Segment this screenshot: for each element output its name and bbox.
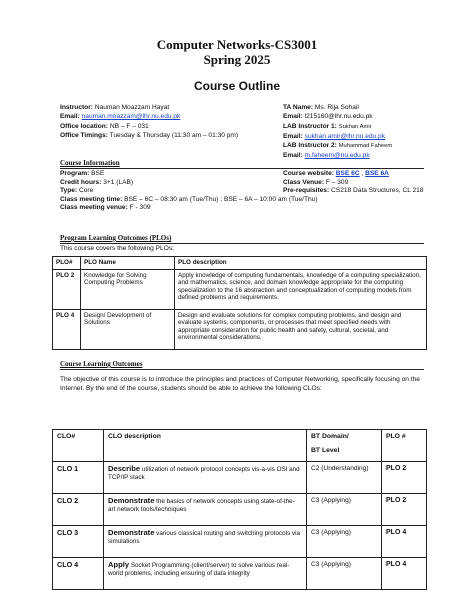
office-timings-label: Office Timings: bbox=[60, 131, 108, 139]
clo-plo: PLO 2 bbox=[382, 494, 427, 526]
website-label: Course website: bbox=[283, 170, 334, 177]
course-information-heading: Course Information bbox=[60, 159, 120, 167]
plo-intro: This course covers the following PLOs: bbox=[60, 245, 174, 252]
plo-name: Design/ Development of Solutions bbox=[81, 309, 175, 349]
meeting-venue-label: Class meeting venue: bbox=[60, 204, 128, 212]
bt-level-header: BT Level bbox=[311, 447, 340, 454]
table-header-cell: PLO# bbox=[53, 257, 81, 270]
clo-description bbox=[104, 494, 307, 526]
lab1-name: Sukhan Amir bbox=[338, 123, 372, 130]
semester-title: Spring 2025 bbox=[203, 52, 271, 67]
program-label: Program: bbox=[60, 170, 90, 177]
instructor-email-link[interactable]: nauman.moazzam@lhr.nu.edu.pk bbox=[81, 113, 181, 121]
plo-description: Apply knowledge of computing fundamentals, knowledge of a computing specialization, and mathematics, science, and domain knowledge appropriate for the computing specialization to the 16 abstraction and conceptualization of computing models from defined problems and requirements. bbox=[175, 269, 427, 309]
clo-text: utilization of network protocol concepts vis-a-vis OSI and TCP/IP stack bbox=[108, 466, 300, 481]
clo-heading: Course Learning Outcomes bbox=[60, 360, 143, 368]
clo-id: CLO 3 bbox=[53, 526, 104, 558]
class-venue-label: Class Venue: bbox=[283, 178, 325, 186]
credit-hours-label: Credit hours: bbox=[60, 178, 102, 186]
prereq-value: CS218 Data Structures, CL 218 bbox=[331, 187, 424, 195]
table-row bbox=[53, 526, 427, 558]
type-value: Core bbox=[78, 187, 94, 195]
clo-verb: Describe bbox=[108, 464, 141, 473]
clo-bt: C3 (Applying) bbox=[307, 558, 382, 590]
course-info-right bbox=[283, 170, 424, 196]
table-row bbox=[53, 494, 427, 526]
instructor-label: Instructor: bbox=[60, 104, 93, 111]
document-title: Course Outline bbox=[193, 79, 280, 93]
clo-rule bbox=[60, 369, 424, 370]
table-header-cell: PLO Name bbox=[81, 257, 175, 270]
clo-plo: PLO 4 bbox=[382, 526, 427, 558]
clo-verb: Demonstrate bbox=[108, 528, 155, 537]
ta-name: Ms. Rija Sohail bbox=[314, 104, 359, 111]
ta-email-label: Email: bbox=[283, 113, 303, 121]
table-header-row bbox=[53, 430, 427, 462]
clo-description bbox=[104, 462, 307, 494]
clo-id: CLO 4 bbox=[53, 558, 104, 590]
instructor-info bbox=[60, 103, 238, 140]
plo-rule bbox=[60, 243, 424, 244]
ta-label: TA Name: bbox=[283, 104, 314, 111]
type-label: Type: bbox=[60, 187, 78, 195]
clo-text: Socket Programming (client/server) to solve various real-world problems, including ensuring of data integrity bbox=[108, 562, 290, 577]
table-row bbox=[53, 558, 427, 590]
credit-hours-value: 3+1 (LAB) bbox=[103, 178, 134, 186]
lab1-email-link[interactable]: sukhan.amir@lhr.nu.edu.pk bbox=[304, 132, 386, 140]
plo-name: Knowledge for Solving Computing Problems bbox=[81, 269, 175, 309]
clo-table bbox=[52, 429, 427, 590]
lab2-email-link[interactable]: m.faheem@nu.edu.pk bbox=[304, 152, 370, 160]
table-header-cell: PLO # bbox=[382, 430, 427, 462]
meeting-venue-value: F - 309 bbox=[129, 204, 151, 212]
lab1-label: LAB Instructor 1: bbox=[283, 122, 337, 130]
clo-id: CLO 2 bbox=[53, 494, 104, 526]
meeting-time-label: Class meeting time: bbox=[60, 195, 123, 203]
plo-id: PLO 2 bbox=[53, 269, 81, 309]
clo-verb: Demonstrate bbox=[108, 496, 155, 505]
clo-bt: C3 (Applying) bbox=[307, 526, 382, 558]
course-title: Computer Networks-CS3001 bbox=[156, 37, 318, 52]
course-info-left bbox=[60, 170, 318, 213]
prereq-label: Pre-requisites: bbox=[283, 187, 330, 195]
clo-plo: PLO 2 bbox=[382, 462, 427, 494]
office-timings: Tuesday & Thursday (11:30 am – 01:30 pm) bbox=[109, 131, 239, 139]
instructor-email-label: Email: bbox=[60, 113, 80, 121]
table-header-cell bbox=[307, 430, 382, 462]
clo-verb: Apply bbox=[108, 560, 130, 569]
table-row bbox=[53, 462, 427, 494]
clo-bt: C2 (Understanding) bbox=[307, 462, 382, 494]
clo-description bbox=[104, 558, 307, 590]
program-value: BSE bbox=[91, 170, 105, 177]
clo-intro: The objective of this course is to introduce the principles and practices of Computer Networking, specifically focusing on the Internet. By the end of the course, students should be able to achieve the following CLOs: bbox=[60, 376, 420, 392]
table-header-cell: PLO description bbox=[175, 257, 427, 270]
website-separator: , bbox=[359, 170, 366, 177]
clo-description bbox=[104, 526, 307, 558]
class-venue-value: F – 309 bbox=[325, 178, 349, 186]
plo-id: PLO 4 bbox=[53, 309, 81, 349]
clo-id: CLO 1 bbox=[53, 462, 104, 494]
table-header-cell: CLO description bbox=[104, 430, 307, 462]
lab2-email-label: Email: bbox=[283, 152, 303, 160]
lab2-label: LAB Instructor 2: bbox=[283, 142, 337, 150]
plo-table bbox=[52, 256, 427, 350]
office-location-label: Office location: bbox=[60, 122, 108, 130]
instructor-name: Nauman Moazzam Hayat bbox=[94, 104, 170, 111]
plo-description: Design and evaluate solutions for complex computing problems, and design and evaluate systems, components, or processes that meet specified needs with appropriate consideration for public health and safety, cultural, societal, and environmental considerations. bbox=[175, 309, 427, 349]
website-link-6a[interactable]: BSE 6A bbox=[365, 170, 389, 177]
course-information-rule bbox=[60, 168, 424, 169]
website-link-6c[interactable]: BSE 6C bbox=[335, 170, 360, 177]
table-row bbox=[53, 309, 427, 349]
lab1-email-label: Email: bbox=[283, 132, 303, 140]
plo-heading: Program Learning Outcomes (PLOs) bbox=[60, 234, 172, 242]
ta-email: l215160@lhr.nu.edu.pk bbox=[304, 113, 373, 121]
clo-text: various classical routing and switching protocols via simulations bbox=[108, 530, 301, 545]
table-header-row bbox=[53, 257, 427, 270]
table-row bbox=[53, 269, 427, 309]
office-location: NB – F – 031 bbox=[109, 122, 149, 130]
bt-domain-header: BT Domain/ bbox=[311, 433, 349, 440]
clo-bt: C3 (Applying) bbox=[307, 494, 382, 526]
meeting-time-value: BSE – 6C – 08:30 am (Tue/Thu) ; BSE – 6A – 10:00 am (Tue/Thu) bbox=[124, 195, 318, 203]
clo-plo: PLO 4 bbox=[382, 558, 427, 590]
lab2-name: Muhammad Faheem bbox=[338, 143, 393, 150]
clo-text: the basics of network concepts using state-of-the-art network tools/techniques bbox=[108, 498, 295, 513]
table-header-cell: CLO# bbox=[53, 430, 104, 462]
ta-lab-info bbox=[283, 103, 392, 161]
